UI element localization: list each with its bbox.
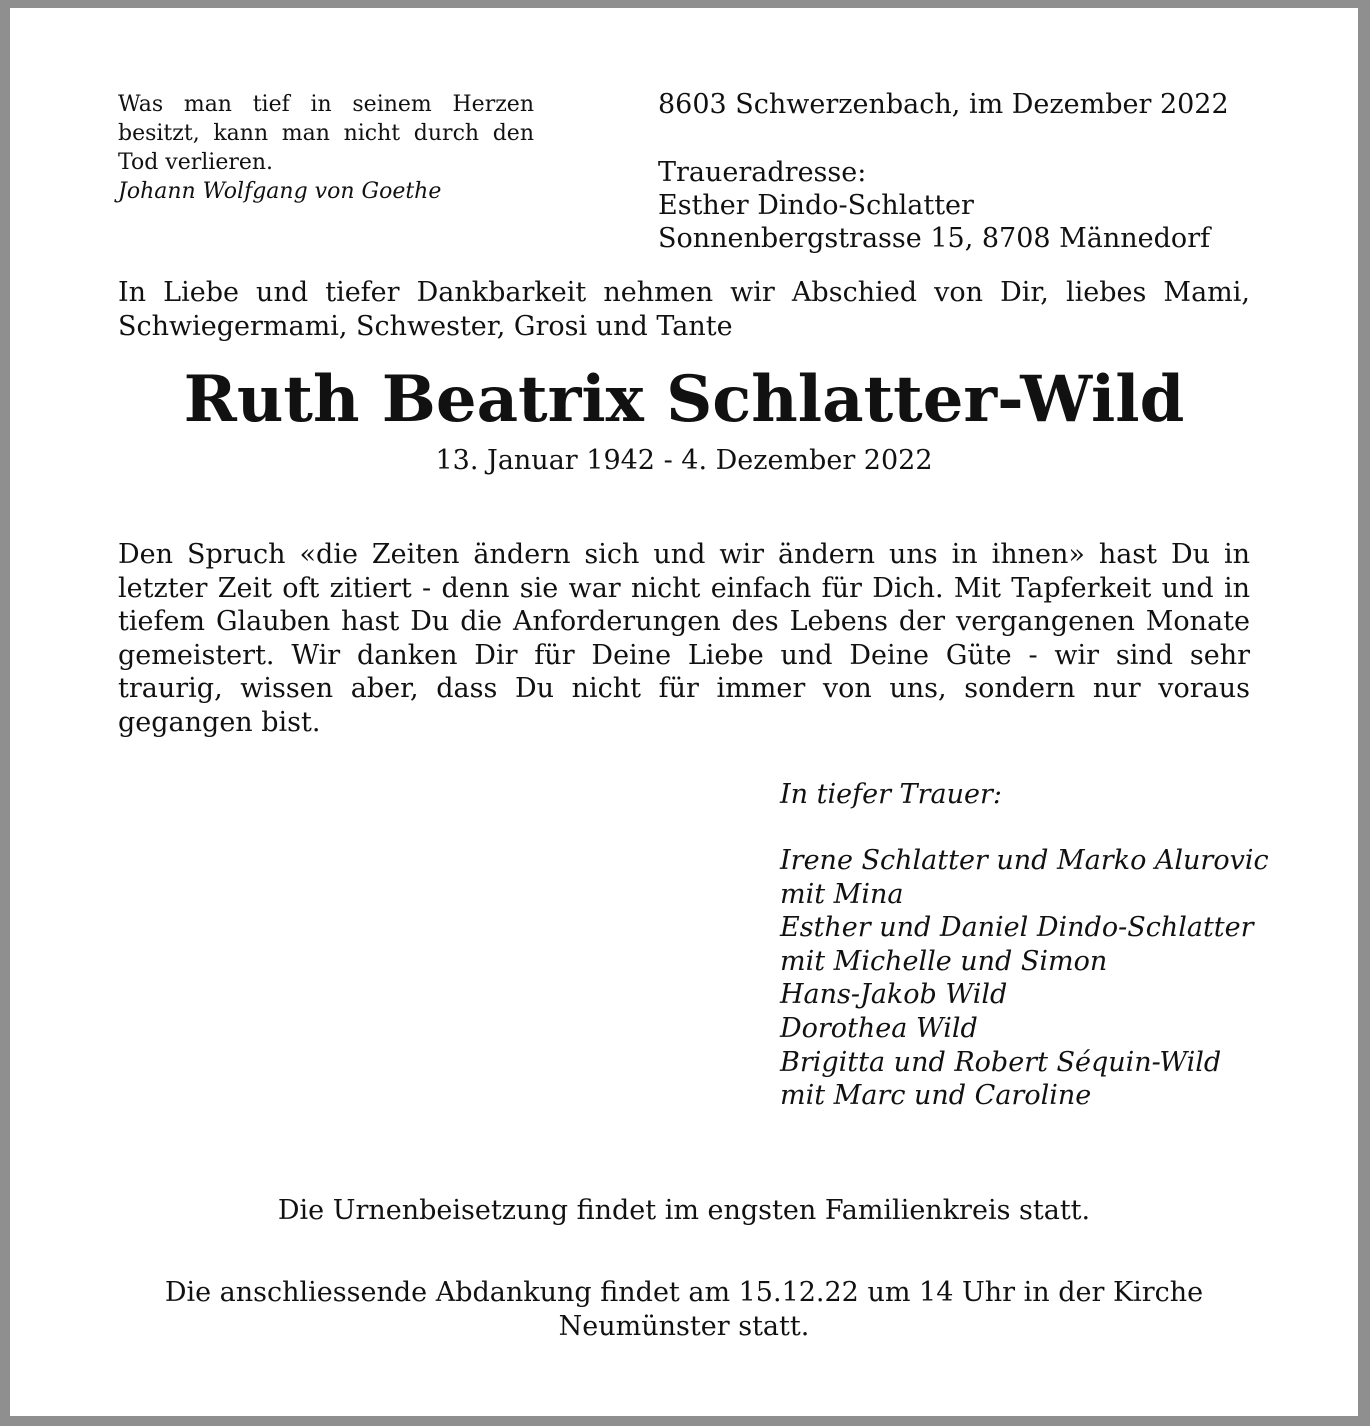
ceremony-note: Die anschliessende Abdankung findet am 15.12.22 um 14 Uhr in der Kirche Neumünster statt. xyxy=(164,1277,1204,1342)
mourner-line: Brigitta und Robert Séquin-Wild xyxy=(780,1046,1222,1078)
deceased-name: Ruth Beatrix Schlatter-Wild xyxy=(183,362,1185,437)
address-street: Sonnenbergstrasse 15, 8708 Männedorf xyxy=(658,223,1211,254)
mourning-heading: In tiefer Trauer: xyxy=(780,779,1002,810)
mourner-line: mit Marc und Caroline xyxy=(780,1080,1092,1112)
mourner-line: Irene Schlatter und Marko Alurovic xyxy=(780,845,1269,876)
goethe-quote xyxy=(118,90,534,206)
mourner-line: mit Michelle und Simon xyxy=(780,945,1108,977)
life-dates: 13. Januar 1942 - 4. Dezember 2022 xyxy=(435,445,933,476)
mourner-line: mit Mina xyxy=(780,878,904,910)
quote-text: Was man tief in seinem Herzen besitzt, kann man nicht durch den Tod verlieren. xyxy=(118,92,534,175)
mourners-list xyxy=(780,844,1269,1113)
mourner-line: Esther und Daniel Dindo-Schlatter xyxy=(780,912,1254,944)
obituary-page xyxy=(10,8,1358,1416)
intro-text: In Liebe und tiefer Dankbarkeit nehmen wir Abschied von Dir, liebes Mami, Schwiegermami, Schwester, Grosi und Tante xyxy=(118,277,1250,342)
address-name: Esther Dindo-Schlatter xyxy=(658,190,974,221)
mourner-line: Dorothea Wild xyxy=(780,1012,978,1044)
funeral-note: Die Urnenbeisetzung findet im engsten Familienkreis statt. xyxy=(277,1195,1091,1226)
tribute-text: Den Spruch «die Zeiten ändern sich und wir ändern uns in ihnen» hast Du in letzter Zeit oft zitiert - denn sie war nicht einfach für Dich. Mit Tapferkeit und in tiefem Glauben hast Du die Anforderungen des Lebens der vergangenen Monate gemeistert. Wir danken Dir für Deine Liebe und Deine Güte - wir sind sehr traurig, wissen aber, dass Du nicht für immer von uns, sondern nur voraus gegangen bist. xyxy=(118,539,1250,738)
place-date: 8603 Schwerzenbach, im Dezember 2022 xyxy=(658,89,1229,120)
mourning-address xyxy=(658,156,1210,255)
mourner-line: Hans-Jakob Wild xyxy=(780,979,1008,1011)
quote-author: Johann Wolfgang von Goethe xyxy=(118,179,442,204)
address-label: Traueradresse: xyxy=(658,157,867,188)
